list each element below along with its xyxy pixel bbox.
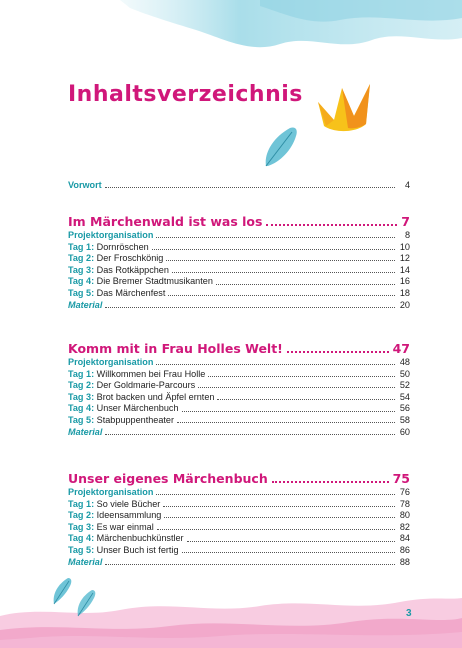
entry-tag: Tag 4: xyxy=(68,403,95,414)
dot-leader xyxy=(198,387,395,388)
dot-leader xyxy=(105,564,395,565)
entry-text: Ideensammlung xyxy=(94,510,162,521)
entry-tag: Tag 5: xyxy=(68,414,95,425)
toc-entry[interactable] xyxy=(68,522,410,534)
page-ref: 8 xyxy=(404,230,410,240)
page-ref: 18 xyxy=(399,287,410,298)
entry-text: Die Bremer Stadtmusikanten xyxy=(94,276,213,287)
top-watercolor-splash xyxy=(0,0,462,70)
toc-section-3 xyxy=(68,470,410,568)
section-heading[interactable] xyxy=(68,470,410,487)
page-ref: 52 xyxy=(399,380,410,391)
dot-leader xyxy=(105,307,395,308)
dot-leader xyxy=(164,517,395,518)
dot-leader xyxy=(287,351,389,353)
page-number: 3 xyxy=(406,608,412,619)
toc-entry[interactable] xyxy=(68,380,410,392)
section-title: Komm mit in Frau Holles Welt! xyxy=(68,341,283,356)
toc-entry[interactable] xyxy=(68,392,410,404)
toc-entry[interactable] xyxy=(68,300,410,312)
dot-leader xyxy=(187,541,395,542)
page-ref: 12 xyxy=(399,253,410,264)
entry-tag: Tag 2: xyxy=(68,510,95,521)
entry-text: So viele Bücher xyxy=(94,498,161,509)
page-ref: 14 xyxy=(399,264,410,275)
toc-entry-vorwort[interactable] xyxy=(68,180,410,192)
entry-tag: Tag 3: xyxy=(68,264,95,275)
page-title: Inhaltsverzeichnis xyxy=(68,82,303,107)
entry-tag: Projektorganisation xyxy=(68,487,154,497)
entry-tag: Tag 1: xyxy=(68,498,95,509)
entry-text: Stabpuppentheater xyxy=(94,414,174,425)
section-items xyxy=(68,487,410,568)
section-title: Im Märchenwald ist was los xyxy=(68,214,263,229)
entry-text: Unser Buch ist fertig xyxy=(94,544,179,555)
toc-entry[interactable] xyxy=(68,415,410,427)
toc-entry[interactable] xyxy=(68,427,410,439)
page-ref: 82 xyxy=(399,521,410,532)
page-ref: 86 xyxy=(399,544,410,555)
entry-tag: Material xyxy=(68,426,103,437)
page-ref: 16 xyxy=(399,276,410,287)
page-ref: 50 xyxy=(399,368,410,379)
toc-entry[interactable] xyxy=(68,487,410,499)
dot-leader xyxy=(156,237,395,238)
toc-entry[interactable] xyxy=(68,557,410,569)
entry-tag: Tag 1: xyxy=(68,368,95,379)
page-ref: 80 xyxy=(399,510,410,521)
page-ref: 56 xyxy=(399,403,410,414)
toc-entry[interactable] xyxy=(68,276,410,288)
page-ref: 48 xyxy=(399,357,410,367)
page-ref: 4 xyxy=(404,180,410,190)
entry-tag: Projektorganisation xyxy=(68,230,154,240)
entry-text: Willkommen bei Frau Holle xyxy=(94,368,206,379)
entry-tag: Tag 2: xyxy=(68,380,95,391)
feather-icon xyxy=(262,124,302,170)
page-ref: 88 xyxy=(399,556,410,567)
dot-leader xyxy=(157,529,395,530)
dot-leader xyxy=(217,399,395,400)
entry-tag: Tag 3: xyxy=(68,521,95,532)
section-items xyxy=(68,357,410,438)
entry-tag: Tag 4: xyxy=(68,276,95,287)
dot-leader xyxy=(163,506,395,507)
dot-leader xyxy=(182,411,395,412)
toc-entry[interactable] xyxy=(68,403,410,415)
dot-leader xyxy=(156,364,395,365)
entry-text: Der Froschkönig xyxy=(94,253,164,264)
entry-text: Der Goldmarie-Parcours xyxy=(94,380,196,391)
page-ref: 20 xyxy=(399,299,410,310)
dot-leader xyxy=(216,284,395,285)
section-items xyxy=(68,230,410,311)
feather-icon-small xyxy=(48,576,108,620)
entry-text: Es war einmal xyxy=(94,521,154,532)
page-ref: 84 xyxy=(399,533,410,544)
page-ref: 54 xyxy=(399,391,410,402)
toc-entry[interactable] xyxy=(68,510,410,522)
toc-entry[interactable] xyxy=(68,230,410,242)
section-page: 75 xyxy=(392,471,410,486)
entry-tag: Tag 4: xyxy=(68,533,95,544)
entry-tag: Tag 5: xyxy=(68,287,95,298)
toc-section-2 xyxy=(68,340,410,438)
dot-leader xyxy=(208,376,395,377)
entry-text: Brot backen und Äpfel ernten xyxy=(94,391,215,402)
dot-leader xyxy=(182,552,395,553)
page-ref: 58 xyxy=(399,414,410,425)
entry-tag: Tag 3: xyxy=(68,391,95,402)
toc-vorwort xyxy=(68,180,410,192)
section-title: Unser eigenes Märchenbuch xyxy=(68,471,268,486)
page-ref: 10 xyxy=(399,241,410,252)
toc-entry[interactable] xyxy=(68,499,410,511)
entry-text: Das Märchenfest xyxy=(94,287,166,298)
crown-icon xyxy=(312,80,382,140)
entry-tag: Projektorganisation xyxy=(68,357,154,367)
toc-entry[interactable] xyxy=(68,369,410,381)
dot-leader xyxy=(152,249,395,250)
toc-entry[interactable] xyxy=(68,242,410,254)
toc-entry[interactable] xyxy=(68,265,410,277)
dot-leader xyxy=(272,481,389,483)
dot-leader xyxy=(105,187,395,188)
entry-text: Dornröschen xyxy=(94,241,149,252)
entry-tag: Material xyxy=(68,556,103,567)
page-ref: 60 xyxy=(399,426,410,437)
toc-section-1 xyxy=(68,213,410,311)
entry-tag: Tag 5: xyxy=(68,544,95,555)
section-heading[interactable] xyxy=(68,213,410,230)
entry-text: Das Rotkäppchen xyxy=(94,264,169,275)
entry-text: Unser Märchenbuch xyxy=(94,403,179,414)
toc-entry[interactable] xyxy=(68,533,410,545)
section-page: 7 xyxy=(401,214,410,229)
dot-leader xyxy=(177,422,395,423)
dot-leader xyxy=(166,260,395,261)
dot-leader xyxy=(156,494,395,495)
dot-leader xyxy=(105,434,395,435)
toc-entry[interactable] xyxy=(68,288,410,300)
toc-entry[interactable] xyxy=(68,545,410,557)
toc-entry[interactable] xyxy=(68,253,410,265)
entry-text: Märchenbuchkünstler xyxy=(94,533,184,544)
page-ref: 76 xyxy=(399,487,410,497)
entry-tag: Tag 2: xyxy=(68,253,95,264)
entry-tag: Material xyxy=(68,299,103,310)
section-heading[interactable] xyxy=(68,340,410,357)
toc-entry[interactable] xyxy=(68,357,410,369)
section-page: 47 xyxy=(392,341,410,356)
entry-tag: Tag 1: xyxy=(68,241,95,252)
vorwort-label: Vorwort xyxy=(68,180,102,190)
dot-leader xyxy=(172,272,395,273)
dot-leader xyxy=(266,224,397,226)
page-ref: 78 xyxy=(399,498,410,509)
dot-leader xyxy=(168,295,395,296)
